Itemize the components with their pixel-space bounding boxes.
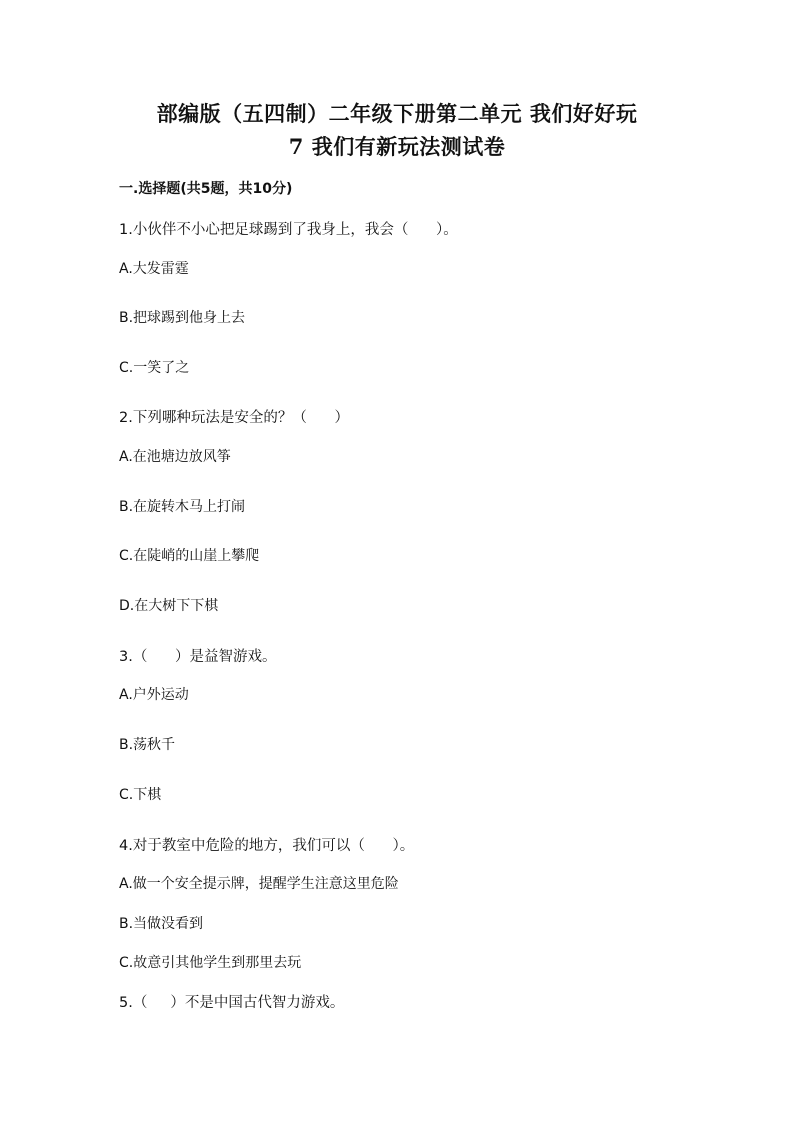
question-5-stem: 5.（ ）不是中国古代智力游戏。 [119,995,345,1011]
question-2-stem: 2.下列哪种玩法是安全的？（ ） [119,410,349,426]
question-3-stem: 3.（ ）是益智游戏。 [119,649,277,665]
question-3-option-c: C.下棋 [119,787,162,803]
question-1-stem: 1.小伙伴不小心把足球踢到了我身上，我会（ ）。 [119,222,458,238]
question-1-option-a: A.大发雷霆 [119,261,189,277]
question-3-option-b: B.荡秋千 [119,737,176,753]
question-4-option-a: A.做一个安全提示牌，提醒学生注意这里危险 [119,876,399,892]
question-2-option-d: D.在大树下下棋 [119,598,219,614]
question-2-option-a: A.在池塘边放风筝 [119,449,231,465]
question-3-option-a: A.户外运动 [119,687,189,703]
exam-title-line2: 7 我们有新玩法测试卷 [288,134,506,159]
question-4-option-c: C.故意引其他学生到那里去玩 [119,955,302,971]
question-1-option-c: C.一笑了之 [119,360,190,376]
exam-title-line1: 部编版（五四制）二年级下册第二单元 我们好好玩 [156,101,638,126]
question-1-option-b: B.把球踢到他身上去 [119,310,246,326]
question-4-stem: 4.对于教室中危险的地方，我们可以（ ）。 [119,838,415,854]
section-heading: 一.选择题(共5题，共10分) [119,181,293,197]
question-2-option-c: C.在陡峭的山崖上攀爬 [119,548,260,564]
question-4-option-b: B.当做没看到 [119,916,204,932]
question-2-option-b: B.在旋转木马上打闹 [119,499,246,515]
